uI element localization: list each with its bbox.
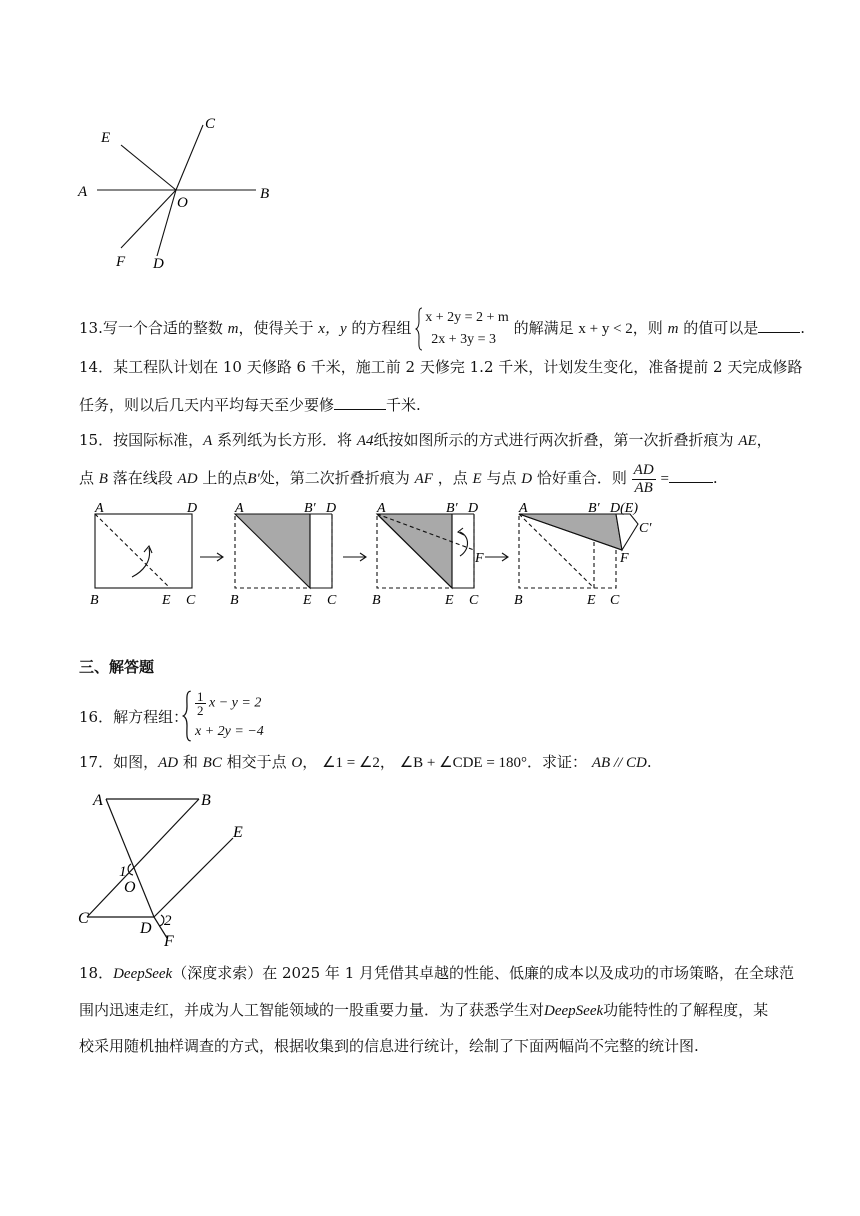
fold-arrow-head-1 <box>144 546 152 553</box>
svg-text:B: B <box>201 792 211 809</box>
svg-text:D(E): D(E) <box>610 501 638 516</box>
svg-text:B: B <box>90 593 99 608</box>
question-15-line1: 15．按国际标准，A 系列纸为长方形．将 A4纸按如图所示的方式进行两次折叠，第一次折叠折痕为 AE， <box>79 431 772 449</box>
svg-text:C: C <box>186 593 196 608</box>
label-F: F <box>116 254 126 270</box>
parallel-lines-figure <box>75 785 265 950</box>
svg-text:E: E <box>303 593 312 608</box>
segment-AD <box>106 799 154 917</box>
fold-arrow-3 <box>460 532 468 556</box>
label-D: D <box>153 256 164 272</box>
q13-eq1: x + 2y = 2 + m <box>425 310 509 325</box>
question-13: 13.写一个合适的整数 m，使得关于 x，y 的方程组 x + 2y = 2 + m 2x + 3y = 3 的解满足 x + y < 2，则 m 的值可以是 . <box>79 306 805 351</box>
svg-text:A: A <box>377 501 386 516</box>
svg-text:C: C <box>78 910 89 927</box>
svg-text:D: D <box>326 501 337 516</box>
half-fraction: $\frac{1}{2}$ <box>197 689 204 718</box>
svg-text:B: B <box>372 593 381 608</box>
label-A: A <box>78 184 88 200</box>
label-E: E <box>101 130 111 146</box>
svg-text:B: B <box>514 593 523 608</box>
svg-text:A: A <box>95 501 104 516</box>
ratio-fraction: $\frac{AD}{AB}$ <box>633 461 654 496</box>
svg-text:B′: B′ <box>304 501 316 516</box>
label-O: O <box>177 195 188 211</box>
answer-blank[interactable] <box>669 467 713 483</box>
svg-text:D: D <box>140 920 152 937</box>
svg-text:A: A <box>235 501 244 516</box>
answer-blank[interactable] <box>334 394 386 410</box>
question-18-line3: 校采用随机抽样调查的方式，根据收集到的信息进行统计，绘制了下面两幅尚不完整的统计图. <box>79 1037 699 1055</box>
svg-text:C: C <box>610 593 620 608</box>
svg-text:2: 2 <box>164 913 172 929</box>
svg-text:F: F <box>620 551 629 566</box>
label-C: C <box>205 116 216 132</box>
svg-text:A: A <box>93 792 103 809</box>
fold-arrow-1 <box>132 548 150 577</box>
svg-text:D: D <box>468 501 479 516</box>
q13-condition: x + y < 2 <box>578 321 633 337</box>
svg-text:B: B <box>230 593 239 608</box>
svg-text:F: F <box>475 551 484 566</box>
label-B: B <box>260 186 270 202</box>
svg-text:E: E <box>162 593 171 608</box>
svg-text:E: E <box>233 824 243 841</box>
svg-text:B′: B′ <box>588 501 600 516</box>
question-15-line2: 点 B 落在线段 AD 上的点B′处，第二次折叠折痕为 AF ，点 E 与点 D 恰好重合．则 $\frac{AD}{AB}$ = . <box>79 461 718 496</box>
ray-DE <box>154 838 233 917</box>
svg-text:O: O <box>124 879 136 896</box>
q13-number: 13. <box>79 319 103 337</box>
question-14-line2: 任务，则以后几天内平均每天至少要修 千米. <box>79 396 421 414</box>
brace-icon <box>415 307 423 351</box>
svg-text:C′: C′ <box>639 521 652 536</box>
angle-figure <box>75 110 285 275</box>
question-18-line2: 围内迅速走红，并成为人工智能领域的一股重要力量．为了获悉学生对DeepSeek功能特性的了解程度，某 <box>79 1001 769 1019</box>
question-17: 17．如图，AD 和 BC 相交于点 O， ∠1 = ∠2， ∠B + ∠CDE = 180°．求证： AB // CD. <box>79 753 652 771</box>
svg-text:1: 1 <box>119 864 127 880</box>
svg-text:C: C <box>327 593 337 608</box>
svg-text:E: E <box>587 593 596 608</box>
folded-triangle-2 <box>235 514 310 588</box>
ray-OE <box>121 145 176 190</box>
question-18-line1: 18．DeepSeek（深度求索）在 2025 年 1 月凭借其卓越的性能、低廉的成本以及成功的市场策略，在全球范 <box>79 964 795 982</box>
segment-BC <box>87 799 199 917</box>
section-heading: 三、解答题 <box>79 658 155 676</box>
svg-text:E: E <box>445 593 454 608</box>
svg-text:D: D <box>187 501 198 516</box>
ray-OC <box>176 125 203 190</box>
brace-icon <box>182 690 192 742</box>
question-14-line1: 14．某工程队计划在 10 天修路 6 千米，施工前 2 天修完 1.2 千米，计划发生变化，准备提前 2 天完成修路 <box>79 358 803 376</box>
svg-text:C: C <box>469 593 479 608</box>
answer-blank[interactable] <box>758 317 800 333</box>
svg-text:F: F <box>164 933 174 950</box>
folding-figure <box>82 500 682 610</box>
q13-eq2: 2x + 3y = 3 <box>431 332 496 347</box>
q16-eq2: x + 2y = −4 <box>195 724 264 739</box>
q13-equation-system <box>416 307 509 351</box>
svg-text:B′: B′ <box>446 501 458 516</box>
svg-text:A: A <box>519 501 528 516</box>
paper-rect-1 <box>95 514 192 588</box>
q16-eq1: x − y = 2 <box>209 695 262 711</box>
